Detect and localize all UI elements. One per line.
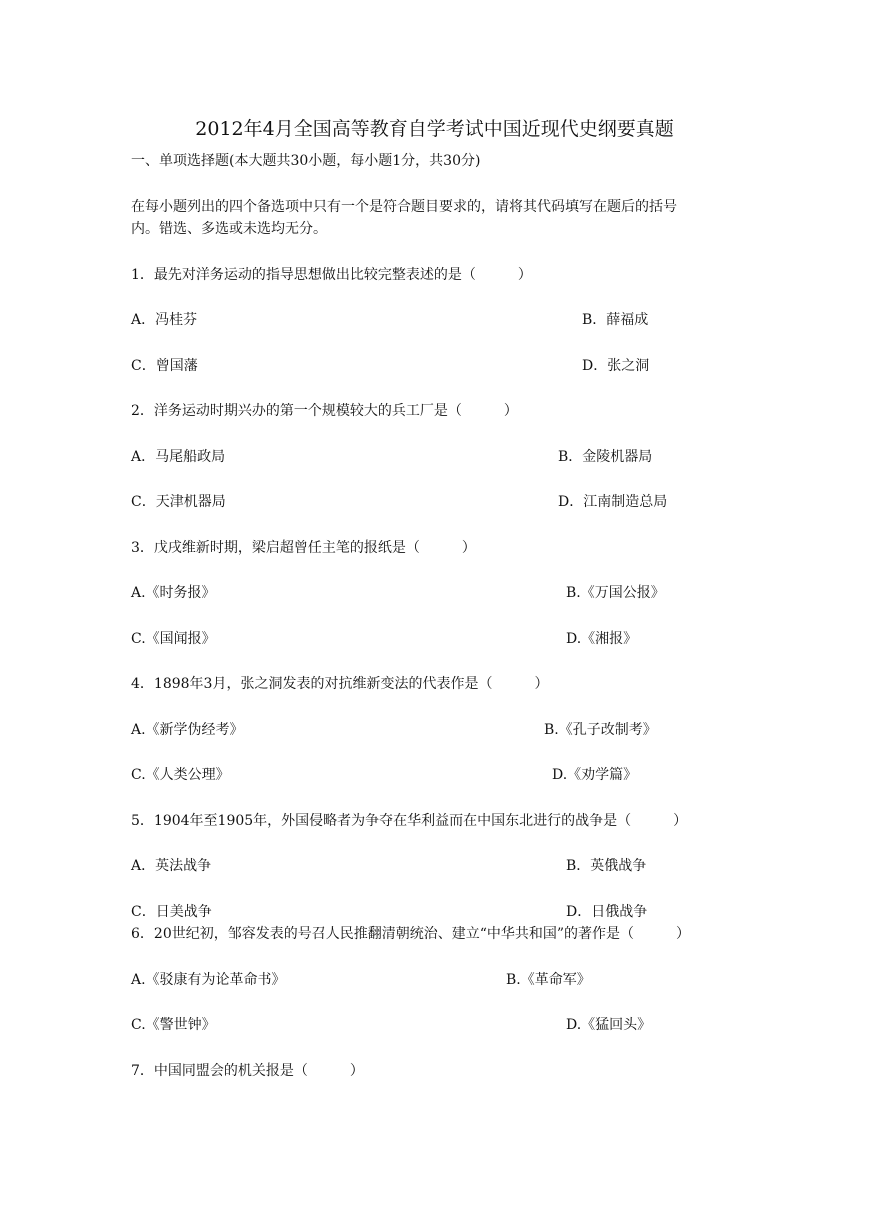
question-2-option-d: D．江南制造总局 — [558, 494, 668, 510]
question-5-option-a: A．英法战争 — [131, 858, 212, 874]
question-6-option-b: B.《革命军》 — [506, 972, 591, 988]
question-1-option-c: C．曾国藩 — [131, 358, 198, 374]
question-6-option-a: A.《驳康有为论革命书》 — [131, 972, 286, 988]
question-1-option-a: A．冯桂芬 — [131, 312, 198, 328]
question-3-stem: 3．戊戌维新时期，梁启超曾任主笔的报纸是（ ） — [131, 540, 476, 556]
question-2-option-c: C．天津机器局 — [131, 494, 226, 510]
question-2-option-a: A．马尾船政局 — [131, 449, 226, 465]
question-7-stem: 7．中国同盟会的机关报是（ ） — [131, 1063, 364, 1079]
question-5-option-c: C．日美战争 — [131, 904, 212, 920]
question-4-option-c: C.《人类公理》 — [131, 767, 230, 783]
question-3-option-d: D.《湘报》 — [566, 631, 638, 647]
question-5-stem: 5．1904年至1905年，外国侵略者为争夺在华利益而在中国东北进行的战争是（ ） — [131, 813, 688, 829]
question-2-option-b: B．金陵机器局 — [558, 449, 653, 465]
exam-title: 2012年4月全国高等教育自学考试中国近现代史纲要真题 — [195, 118, 674, 140]
question-3-option-a: A.《时务报》 — [131, 585, 216, 601]
question-5-option-b: B．英俄战争 — [566, 858, 647, 874]
question-5-option-d: D．日俄战争 — [566, 904, 648, 920]
question-6-option-d: D.《猛回头》 — [566, 1017, 652, 1033]
question-1-option-d: D．张之洞 — [582, 358, 650, 374]
question-3-option-b: B.《万国公报》 — [566, 585, 665, 601]
question-6-option-c: C.《警世钟》 — [131, 1017, 216, 1033]
question-1-stem: 1．最先对洋务运动的指导思想做出比较完整表述的是（ ） — [131, 267, 532, 283]
question-3-option-c: C.《国闻报》 — [131, 631, 216, 647]
instructions-line-1: 在每小题列出的四个备选项中只有一个是符合题目要求的，请将其代码填写在题后的括号 — [131, 199, 677, 215]
question-2-stem: 2．洋务运动时期兴办的第一个规模较大的兵工厂是（ ） — [131, 403, 518, 419]
question-6-stem: 6．20世纪初，邹容发表的号召人民推翻清朝统治、建立“中华共和国”的著作是（ ） — [131, 926, 691, 942]
section-heading: 一、单项选择题(本大题共30小题，每小题1分，共30分) — [131, 153, 481, 169]
question-4-option-b: B.《孔子改制考》 — [544, 722, 657, 738]
instructions-line-2: 内。错选、多选或未选均无分。 — [131, 221, 327, 237]
question-4-stem: 4．1898年3月，张之洞发表的对抗维新变法的代表作是（ ） — [131, 676, 549, 692]
question-1-option-b: B．薛福成 — [582, 312, 649, 328]
question-4-option-a: A.《新学伪经考》 — [131, 722, 244, 738]
question-4-option-d: D.《劝学篇》 — [552, 767, 638, 783]
